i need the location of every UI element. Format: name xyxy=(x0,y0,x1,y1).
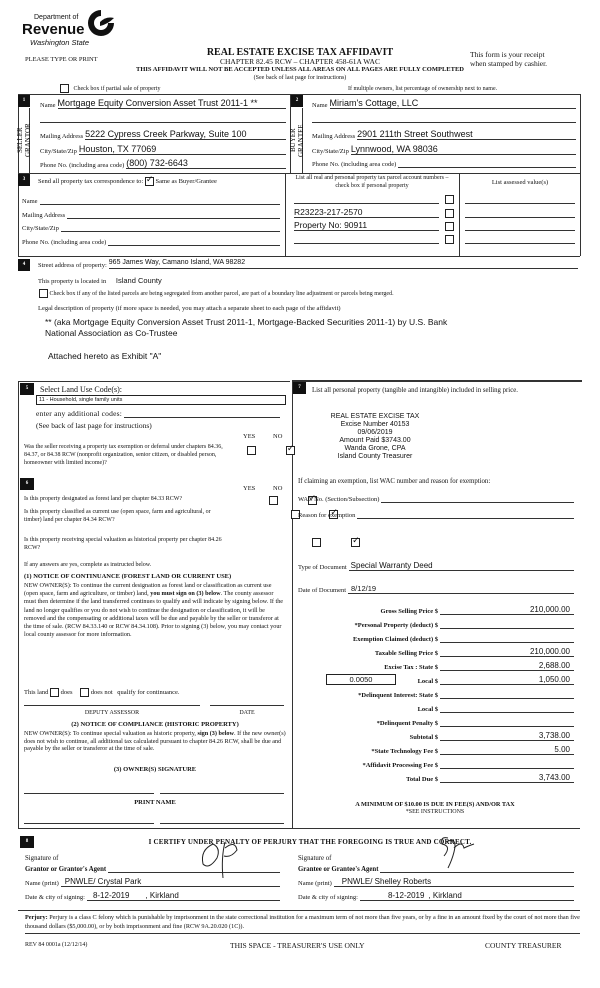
local-tax-value[interactable]: 1,050.00 xyxy=(440,675,574,685)
grantee-signature-label-1: Signature of xyxy=(298,855,332,862)
buyer-label: BUYER xyxy=(288,128,297,153)
amount-row-gross xyxy=(298,601,574,615)
perjury-notice xyxy=(25,913,580,931)
reason-label: Reason for exemption xyxy=(298,512,356,519)
grantor-signature-icon xyxy=(195,838,245,880)
notice-compliance-text xyxy=(24,730,286,753)
parcel-field-4[interactable] xyxy=(294,234,439,244)
section-6-number: 6 xyxy=(20,478,34,490)
current-use-question: Is this property classified as current use (open space, farm and agricultural, or timber) land per chapter 84.34 RCW? xyxy=(24,509,211,523)
amount-row-taxable xyxy=(298,643,574,657)
wac-label: WAC No. (Section/Subsection) xyxy=(298,496,380,503)
notice2-text-b: . If the new owner(s) does not wish to continue, all additional tax calculated pursuant to chapter 84.26 RCW, shall be due and payable by the seller or transferor at the time of sale. xyxy=(24,730,286,753)
parcel-header: List all real and personal property tax parcel account numbers – check box if personal property xyxy=(295,175,449,189)
notice2-text-bold: sign (3) below xyxy=(197,730,234,737)
section-7-number: 7 xyxy=(293,382,306,394)
section5-see-back: (See back of last page for instructions) xyxy=(36,421,152,430)
personal-property-checkbox-3[interactable] xyxy=(445,222,454,231)
grantor-label: GRANTOR xyxy=(23,123,32,158)
completion-warning: THIS AFFIDAVIT WILL NOT BE ACCEPTED UNLESS ALL AREAS ON ALL PAGES ARE FULLY COMPLETED xyxy=(136,66,464,73)
legal-description-line-3[interactable]: Attached hereto as Exhibit "A" xyxy=(48,351,162,361)
if-yes-instruction: If any answers are yes, complete as instructed below. xyxy=(24,562,152,568)
grantor-signature-label-2: Grantor or Grantor's Agent xyxy=(25,866,107,873)
stamp-line-1: REAL ESTATE EXCISE TAX xyxy=(330,413,420,420)
partial-sale-row xyxy=(60,84,160,93)
grantee-name-label: Name (print) xyxy=(298,880,332,887)
assessed-value-3[interactable] xyxy=(465,223,575,231)
grantee-date-value: 8-12-2019 xyxy=(387,891,425,900)
gross-label: Gross Selling Price $ xyxy=(380,608,438,615)
historic-question: Is this property receiving special valuation as historical property per chapter 84.26 RCW? xyxy=(24,537,222,551)
dor-logo xyxy=(22,8,122,50)
stamp-line-2: Excise Number 40153 xyxy=(340,421,410,428)
this-land-label: This land xyxy=(24,688,49,696)
amount-row-personal xyxy=(298,615,574,629)
amount-row-local-tax xyxy=(298,671,574,685)
treasurer-stamp xyxy=(320,413,430,461)
delinquent-state-value[interactable] xyxy=(440,689,574,699)
notice2-text-a: NEW OWNER(S): To continue special valuation as historic property, xyxy=(24,730,196,737)
notice-continuance-title: (1) NOTICE OF CONTINUANCE (FOREST LAND OR CURRENT USE) xyxy=(24,573,232,580)
personal-deduct-value[interactable] xyxy=(440,619,574,629)
perjury-label: Perjury: xyxy=(25,914,48,921)
grantor-date-field[interactable] xyxy=(87,891,280,901)
s5-no-header: NO xyxy=(273,433,283,440)
seller-grantor-label xyxy=(15,108,32,173)
total-due-value[interactable]: 3,743.00 xyxy=(440,773,574,783)
section-1-number: 1 xyxy=(18,95,30,107)
seller-phone-field[interactable]: (800) 732-6643 xyxy=(126,158,286,169)
exemption-label: If claiming an exemption, list WAC number and reason for exemption: xyxy=(298,478,491,485)
amount-row-total xyxy=(298,769,574,783)
state-tax-label: Excise Tax : State $ xyxy=(384,664,438,671)
personal-property-checkbox-4[interactable] xyxy=(445,235,454,244)
does-qualify-checkbox[interactable] xyxy=(50,688,59,697)
partial-sale-label: Check box if partial sale of property xyxy=(73,85,161,92)
corr-name-label: Name xyxy=(22,198,38,205)
penalty-label: *Delinquent Penalty $ xyxy=(376,720,438,727)
stamp-line-4: Amount Paid $3743.00 xyxy=(339,437,411,444)
stamp-line-3: 09/06/2019 xyxy=(357,429,393,436)
street-address-field[interactable]: 965 James Way, Camano Island, WA 98282 xyxy=(109,259,578,269)
assessor-date-label: DATE xyxy=(239,710,255,716)
grantee-name-field[interactable]: PNWLE/ Shelley Roberts xyxy=(334,877,574,887)
multiple-owners-note: If multiple owners, list percentage of ownership next to name. xyxy=(348,86,498,92)
deputy-assessor-label: DEPUTY ASSESSOR xyxy=(84,710,140,716)
tech-fee-label: *State Technology Fee $ xyxy=(371,748,438,755)
penalty-value[interactable] xyxy=(440,717,574,727)
section-4-number: 4 xyxy=(18,259,30,271)
reason-field[interactable] xyxy=(357,509,574,519)
seller-phone-label: Phone No. (including area code) xyxy=(40,162,125,169)
logo-dept: Department of xyxy=(34,14,79,21)
section-3-number: 3 xyxy=(18,174,30,186)
seller-city-label: City/State/Zip xyxy=(40,148,77,155)
qualify-row xyxy=(24,688,180,697)
amount-row-penalty xyxy=(298,713,574,727)
assessed-value-1[interactable] xyxy=(465,196,575,204)
receipt-note-2: when stamped by cashier. xyxy=(470,59,548,68)
assessed-header: List assessed value(s) xyxy=(491,179,549,186)
forest-land-question: Is this property designated as forest land per chapter 84.33 RCW? xyxy=(24,496,183,502)
print-name-line-2[interactable] xyxy=(160,822,284,824)
stamp-line-6: Island County Treasurer xyxy=(337,453,413,460)
subtotal-label: Subtotal $ xyxy=(409,734,438,741)
certify-statement: I CERTIFY UNDER PENALTY OF PERJURY THAT THE FOREGOING IS TRUE AND CORRECT. xyxy=(148,838,472,846)
grantee-city-value: , Kirkland xyxy=(428,891,462,900)
amount-row-tech-fee xyxy=(298,741,574,755)
additional-codes-label: enter any additional codes: xyxy=(36,409,122,418)
street-address-label: Street address of property: xyxy=(38,262,107,269)
personal-deduct-label: *Personal Property (deduct) $ xyxy=(354,622,438,629)
seller-name-field[interactable]: Mortgage Equity Conversion Asset Trust 2011-1 ** xyxy=(58,98,286,109)
form-chapter: CHAPTER 82.45 RCW – CHAPTER 458-61A WAC xyxy=(220,57,380,66)
parcel-field-3[interactable]: Property No: 90911 xyxy=(294,220,439,231)
amount-row-delinquent-local xyxy=(298,699,574,713)
segregated-row xyxy=(39,289,394,298)
treasurer-use-only: THIS SPACE - TREASURER'S USE ONLY xyxy=(230,941,365,950)
buyer-grantee-label xyxy=(288,108,305,173)
buyer-name-field[interactable]: Miriam's Cottage, LLC xyxy=(330,98,576,109)
receipt-note-1: This form is your receipt xyxy=(470,50,545,59)
section-2-number: 2 xyxy=(291,95,303,107)
seller-city-field[interactable]: Houston, TX 77069 xyxy=(79,144,286,155)
gross-value[interactable]: 210,000.00 xyxy=(440,605,574,615)
delinquent-local-value[interactable] xyxy=(440,703,574,713)
does-not-qualify-checkbox[interactable] xyxy=(80,688,89,697)
corr-city-label: City/State/Zip xyxy=(22,225,59,232)
s6-yes-header: YES xyxy=(243,485,256,492)
form-number: REV 84 0001a (12/12/14) xyxy=(25,942,88,948)
grantor-name-field[interactable]: PNWLE/ Crystal Park xyxy=(61,877,280,887)
personal-property-checkbox-1[interactable] xyxy=(445,195,454,204)
tech-fee-value[interactable]: 5.00 xyxy=(440,745,574,755)
seller-mailing-field[interactable]: 5222 Cypress Creek Parkway, Suite 100 xyxy=(85,129,286,140)
send-correspondence-label: Send all property tax correspondence to: xyxy=(38,177,144,185)
total-due-label: Total Due $ xyxy=(406,776,438,783)
amount-row-exemption xyxy=(298,629,574,643)
delinquent-local-label: Local $ xyxy=(417,706,438,713)
taxable-value[interactable]: 210,000.00 xyxy=(440,647,574,657)
dor-swoosh-icon xyxy=(86,8,116,38)
seller-label: SELLER xyxy=(15,127,24,154)
owner-signature-line-2[interactable] xyxy=(160,790,284,794)
land-use-label: Select Land Use Code(s): xyxy=(40,385,122,394)
local-rate-field[interactable]: 0.0050 xyxy=(326,674,396,685)
buyer-phone-label: Phone No. (including area code) xyxy=(312,161,397,168)
grantee-date-field[interactable] xyxy=(360,891,574,901)
additional-codes-field[interactable] xyxy=(124,408,280,418)
seller-mailing-label: Mailing Address xyxy=(40,133,84,140)
legal-description-label: Legal description of property (if more space is needed, you may attach a separate sheet to each page of the affidavit) xyxy=(38,305,341,312)
buyer-city-field[interactable]: Lynnwood, WA 98036 xyxy=(351,144,576,155)
parcel-field-2[interactable]: R23223-217-2570 xyxy=(294,207,439,218)
doc-date-field[interactable]: 8/12/19 xyxy=(348,584,574,594)
county-treasurer-label: COUNTY TREASURER xyxy=(485,941,562,950)
corr-mailing-label: Mailing Address xyxy=(22,212,66,219)
grantor-name-label: Name (print) xyxy=(25,880,59,887)
s6-no-header: NO xyxy=(273,485,283,492)
amounts-table xyxy=(298,601,574,783)
seller-exemption-question: Was the seller receiving a property tax exemption or deferral under chapters 84.36, 84.37, or 84.38 RCW (nonprofit organization, senior citizen, or disabled person, homeowner with limited income)? xyxy=(24,444,223,466)
processing-fee-value[interactable] xyxy=(440,759,574,769)
see-instructions-note: *SEE INSTRUCTIONS xyxy=(405,809,465,815)
s5-q1-no-checkbox[interactable] xyxy=(286,446,295,455)
please-type-or-print: PLEASE TYPE OR PRINT xyxy=(25,56,98,63)
segregated-checkbox[interactable] xyxy=(39,289,48,298)
doc-type-field[interactable]: Special Warranty Deed xyxy=(349,561,574,571)
buyer-phone-field[interactable] xyxy=(398,158,576,168)
notice1-text-a: NEW OWNER(S): To continue the current designation as forest land or classification as current use (open space, farm and agriculture, or timber) land, xyxy=(24,582,272,598)
qualify-label: qualify for continuance. xyxy=(117,688,180,696)
corr-name-field[interactable] xyxy=(40,195,280,205)
see-back-note: (See back of last page for instructions) xyxy=(253,75,347,81)
form-title: REAL ESTATE EXCISE TAX AFFIDAVIT xyxy=(206,47,394,58)
segregated-label: Check box if any of the listed parcels are being segregated from another parcel, are part of a boundary line adjustment or parcels being merged. xyxy=(49,290,394,297)
exemption-deduct-value[interactable] xyxy=(440,633,574,643)
section-5-number: 5 xyxy=(20,383,34,395)
amount-row-state-tax xyxy=(298,657,574,671)
does-not-label: does not xyxy=(90,688,113,696)
minimum-fee-note: A MINIMUM OF $10.00 IS DUE IN FEE(S) AND/OR TAX xyxy=(355,801,515,808)
logo-revenue: Revenue xyxy=(22,21,85,38)
wac-field[interactable] xyxy=(381,493,574,503)
notice-continuance-text xyxy=(24,582,286,639)
notice1-text-b: . The county assessor must then determine if the land transferred continues to qualify and will indicate by signing below. If the land no longer qualifies or you do not wish to continue the designation or classification, it will be removed and the compensating or additional taxes will be due and payable by the seller or transferor at the time of sale. (RCW 84.33.140 or RCW 84.34.108). Prior to signing (3) below, you may contact your local county assessor for more information. xyxy=(24,590,284,639)
s5-q1-yes-checkbox[interactable] xyxy=(247,446,256,455)
grantor-city-value: , Kirkland xyxy=(145,891,179,900)
doc-type-label: Type of Document xyxy=(298,564,347,571)
grantor-date-value: 8-12-2019 xyxy=(92,891,130,900)
s6-q3-yes-checkbox[interactable] xyxy=(312,538,321,547)
s6-q1-yes-checkbox[interactable] xyxy=(269,496,278,505)
corr-phone-field[interactable] xyxy=(108,236,280,246)
notice-compliance-title: (2) NOTICE OF COMPLIANCE (HISTORIC PROPERTY) xyxy=(71,721,239,728)
stamp-line-5: Wanda Grone, CPA xyxy=(344,445,406,452)
subtotal-value[interactable]: 3,738.00 xyxy=(440,731,574,741)
located-in-label: This property is located in xyxy=(38,278,107,285)
personal-property-checkbox-2[interactable] xyxy=(445,209,454,218)
location-row xyxy=(38,276,162,285)
logo-state: Washington State xyxy=(30,38,90,47)
print-name-label: PRINT NAME xyxy=(134,799,176,806)
buyer-name-label: Name xyxy=(312,102,328,109)
same-as-buyer-label: Same as Buyer/Grantee xyxy=(155,177,217,185)
amount-row-processing-fee xyxy=(298,755,574,769)
print-name-line-1[interactable] xyxy=(24,822,154,824)
owner-signature-line-1[interactable] xyxy=(24,790,154,794)
taxable-label: Taxable Selling Price $ xyxy=(374,650,438,657)
assessed-value-4[interactable] xyxy=(465,236,575,244)
corr-city-field[interactable] xyxy=(61,222,280,232)
section-8-number: 8 xyxy=(20,836,34,848)
seller-name-label: Name xyxy=(40,102,56,109)
buyer-city-label: City/State/Zip xyxy=(312,148,349,155)
local-tax-label: Local $ xyxy=(417,678,438,685)
does-label: does xyxy=(60,688,73,696)
grantor-date-label: Date & city of signing: xyxy=(25,894,85,901)
partial-sale-checkbox[interactable] xyxy=(60,84,69,93)
notice1-text-bold: you must sign on (3) below xyxy=(150,590,221,598)
processing-fee-label: *Affidavit Processing Fee $ xyxy=(362,762,438,769)
doc-date-label: Date of Document xyxy=(298,587,347,594)
corr-phone-label: Phone No. (including area code) xyxy=(22,239,107,246)
grantee-date-label: Date & city of signing: xyxy=(298,894,358,901)
deputy-assessor-line[interactable] xyxy=(24,702,200,706)
assessed-value-2[interactable] xyxy=(465,210,575,218)
personal-property-label: List all personal property (tangible and intangible) included in selling price. xyxy=(312,387,518,394)
buyer-mailing-label: Mailing Address xyxy=(312,133,356,140)
grantee-label: GRANTEE xyxy=(296,124,305,157)
s6-q3-no-checkbox[interactable] xyxy=(351,538,360,547)
amount-row-subtotal xyxy=(298,727,574,741)
state-tax-value[interactable]: 2,688.00 xyxy=(440,661,574,671)
parcel-field-1[interactable] xyxy=(294,194,439,204)
correspondence-row xyxy=(38,177,217,186)
s5-yes-header: YES xyxy=(243,433,256,440)
assessor-date-line[interactable] xyxy=(210,702,284,706)
county-field[interactable]: Island County xyxy=(115,276,162,285)
grantor-signature-label-1: Signature of xyxy=(25,855,59,862)
same-as-buyer-checkbox[interactable] xyxy=(145,177,154,186)
exemption-deduct-label: Exemption Claimed (deduct) $ xyxy=(352,636,438,643)
grantee-signature-label-2: Grantee or Grantee's Agent xyxy=(298,866,379,873)
legal-description-line-2[interactable]: National Association as Co-Trustee xyxy=(45,328,178,338)
perjury-text: Perjury is a class C felony which is punishable by imprisonment in the state correctional institution for a maximum term of not more than five years, or by a fine in an amount fixed by the court of not more than five thousand dollars ($5,000.00), or by both imprisonment and fine (RCW 9A.20.020 (1C)). xyxy=(25,914,580,930)
corr-mailing-field[interactable] xyxy=(67,209,280,219)
grantee-signature-icon xyxy=(430,832,480,872)
buyer-mailing-field[interactable]: 2901 211th Street Southwest xyxy=(357,129,576,140)
owner-signature-label: (3) OWNER(S) SIGNATURE xyxy=(113,766,197,773)
delinquent-state-label: *Delinquent Interest: State $ xyxy=(358,692,438,699)
amount-row-delinquent-state xyxy=(298,685,574,699)
legal-description-line-1[interactable]: ** (aka Mortgage Equity Conversion Asset Trust 2011-1, Mortgage-Backed Securities 2011-1) by U.S. Bank xyxy=(45,317,448,327)
land-use-select[interactable]: 11 - Household, single family units xyxy=(36,395,286,405)
